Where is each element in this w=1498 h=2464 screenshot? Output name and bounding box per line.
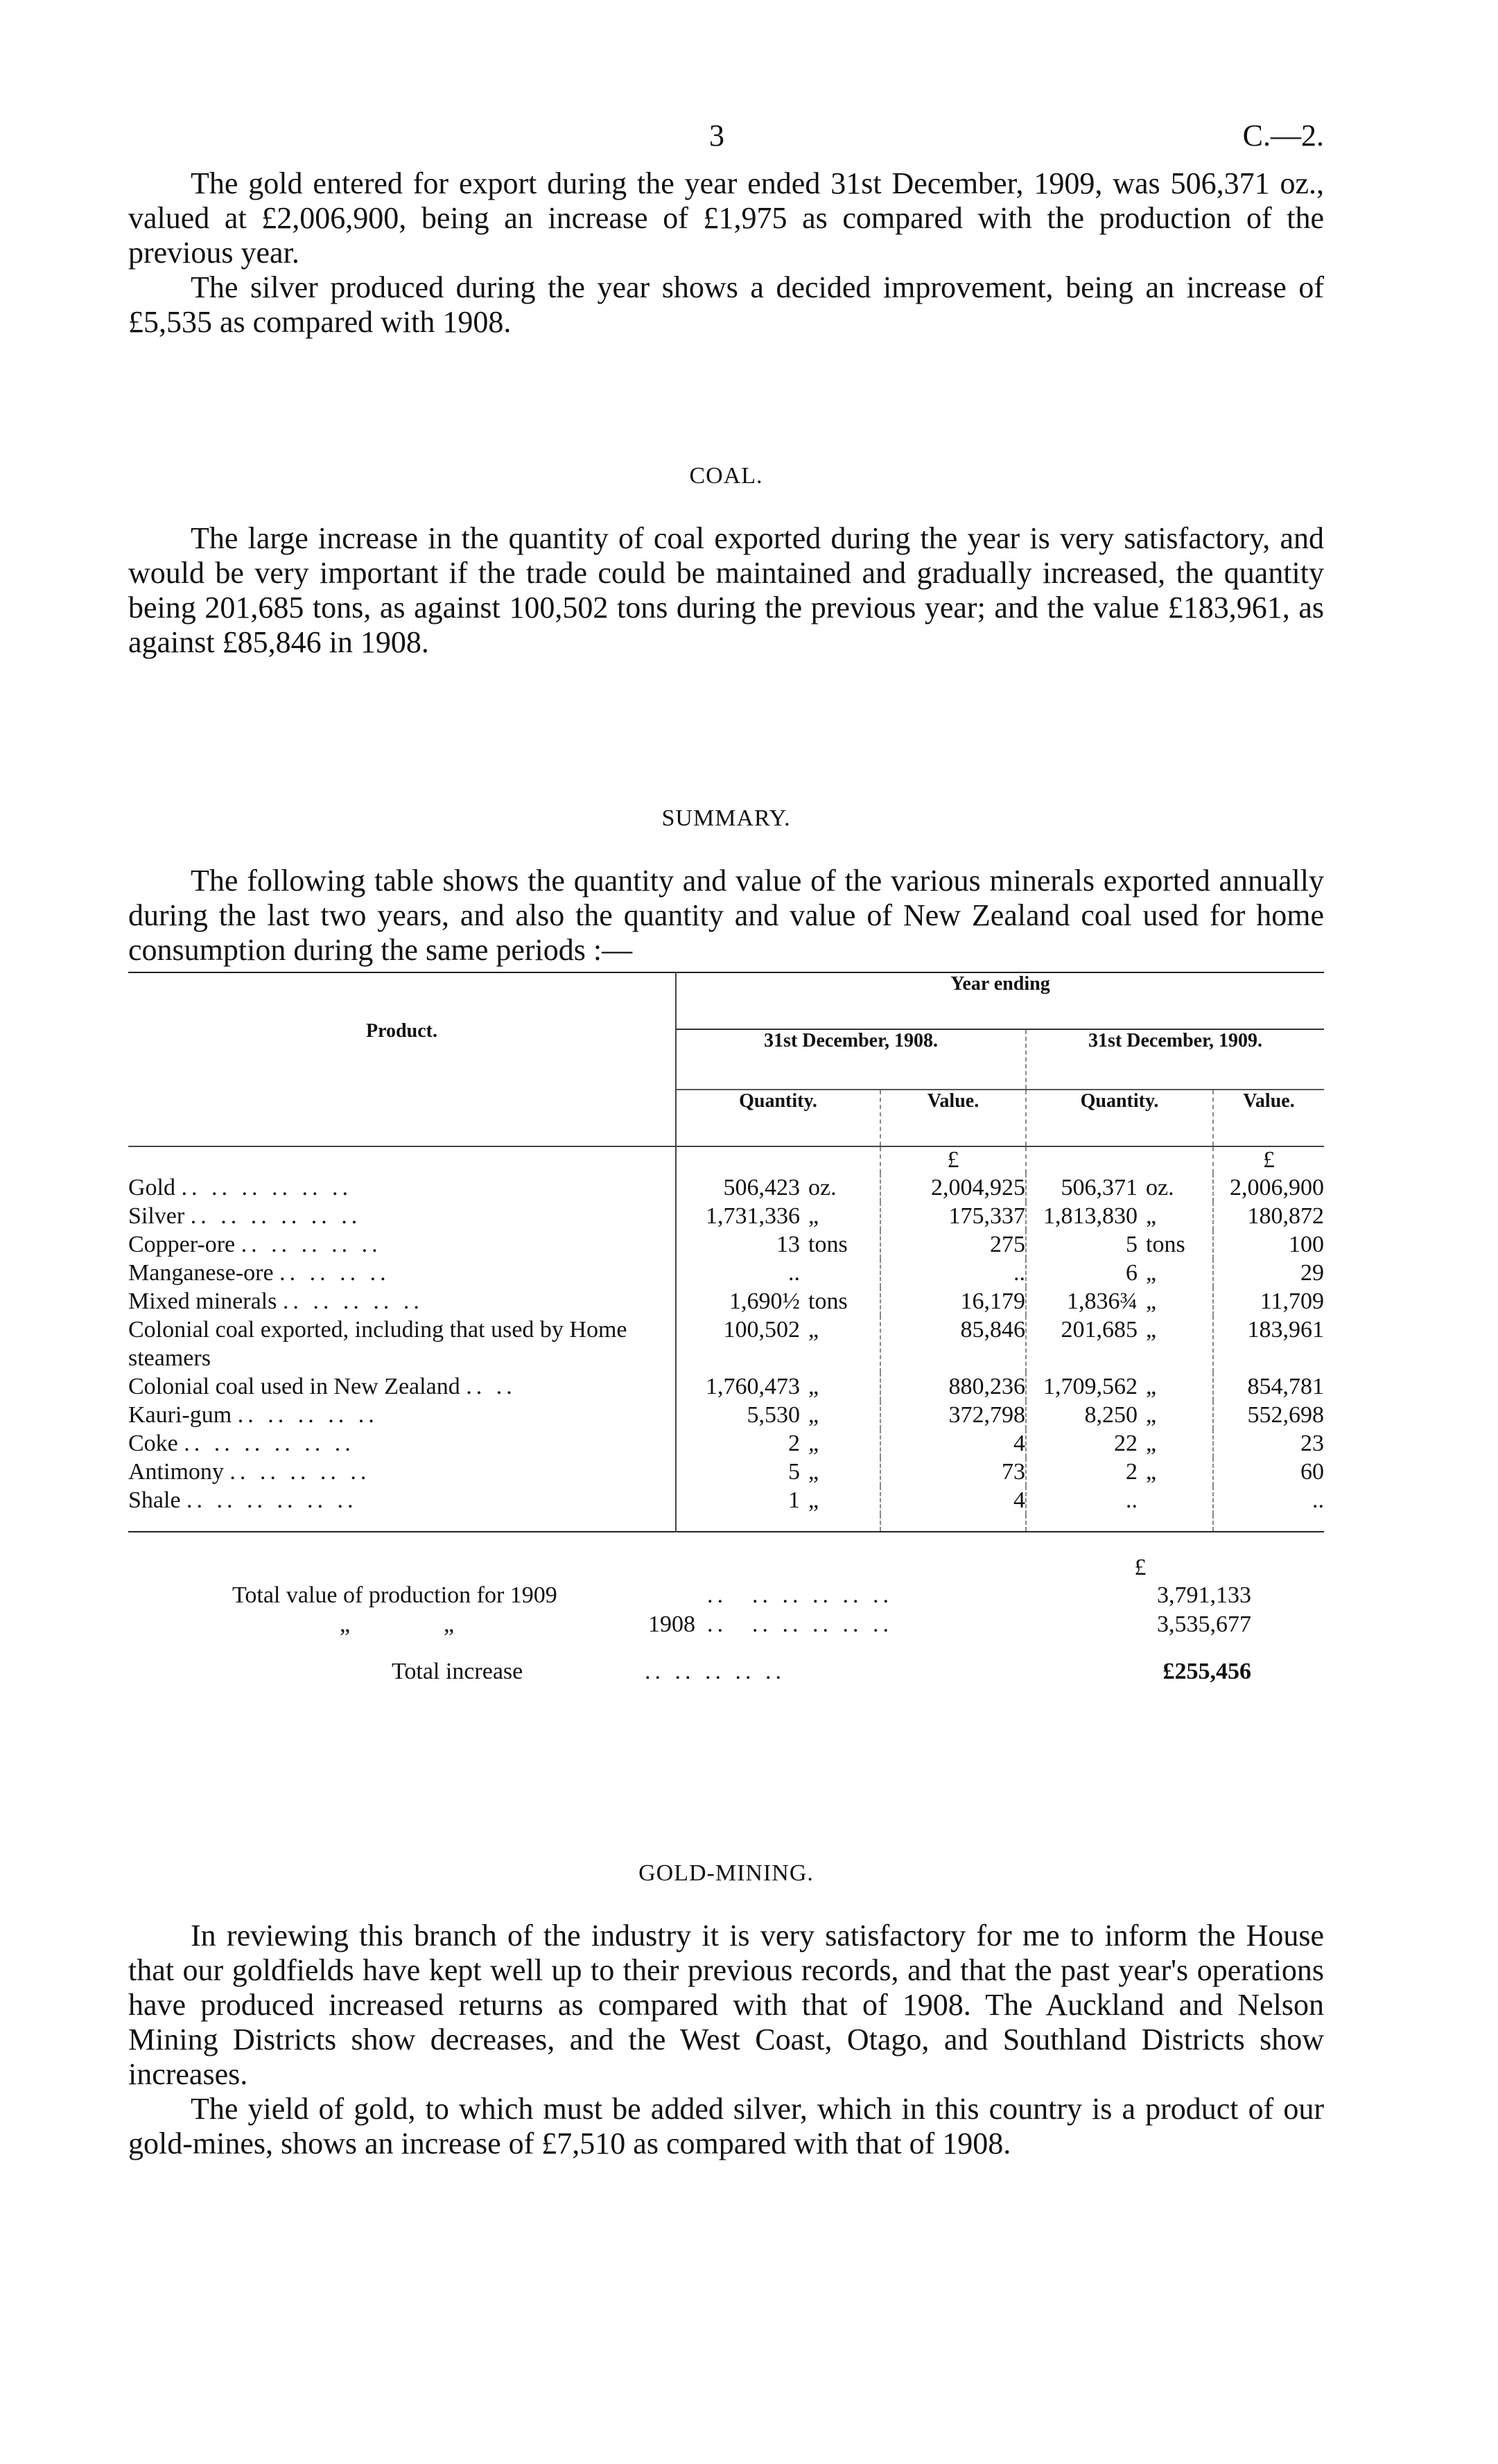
product-cell <box>128 1458 676 1486</box>
total-1909-label: Total value of production for 1909 <box>232 1582 557 1608</box>
quantity-1909: 8,250 <box>1084 1402 1138 1428</box>
quantity-1908: 13 <box>776 1232 800 1257</box>
unit-1908: „ <box>808 1431 819 1456</box>
total-increase-label: Total increase <box>392 1659 523 1684</box>
quantity-1908-cell <box>676 1429 880 1458</box>
total-increase-value: £255,456 <box>1162 1659 1251 1684</box>
product-cell <box>128 1401 676 1429</box>
unit-1908: „ <box>808 1402 819 1428</box>
total-1908-dots: .. .. .. .. .. <box>752 1611 893 1637</box>
product-name: Manganese-ore <box>128 1260 274 1286</box>
total-1908-value: 3,535,677 <box>1157 1611 1251 1637</box>
unit-1909: „ <box>1146 1317 1157 1343</box>
dot-leader: .. .. .. .. .. .. <box>181 1175 352 1200</box>
value-1908: 2,004,925 <box>880 1173 1026 1202</box>
quantity-1909-cell <box>1026 1287 1213 1316</box>
dot-leader: .. .. .. .. .. <box>237 1402 378 1428</box>
quantity-1909-cell <box>1026 1259 1213 1287</box>
value-1908: 73 <box>880 1458 1026 1486</box>
total-1909-dots: .. .. .. .. .. <box>752 1582 893 1608</box>
product-name: Colonial coal used in New Zealand <box>128 1374 460 1399</box>
unit-1908: tons <box>808 1232 848 1257</box>
dot-leader: .. .. .. .. .. <box>282 1288 424 1314</box>
quantity-1908-cell <box>676 1486 880 1514</box>
total-1909-value: 3,791,133 <box>1157 1582 1251 1608</box>
product-cell <box>128 1372 676 1401</box>
value-1908: 372,798 <box>880 1401 1026 1429</box>
product-cell <box>128 1429 676 1458</box>
quantity-1908: 100,502 <box>723 1317 800 1343</box>
total-1908-year: 1908 <box>648 1611 695 1637</box>
product-name: Antimony <box>128 1459 224 1485</box>
dot-leader: .. .. .. .. .. .. <box>186 1487 358 1513</box>
value-1908: 85,846 <box>880 1316 1026 1372</box>
product-name: Gold <box>128 1175 175 1200</box>
quantity-1909-header: Quantity. <box>1026 1090 1213 1146</box>
quantity-1909-cell <box>1026 1316 1213 1372</box>
coal-paragraph: The large increase in the quantity of coal exported during the year is very satisfactory, and would be very important if the trade could be maintained and gradually increased, the quantity being 201,685 tons, as against 100,502 tons during the previous year; and the value £183,961, as against £85,846 in 1908. <box>128 521 1324 659</box>
coal-heading: COAL. <box>689 463 763 489</box>
quantity-1909: 2 <box>1126 1459 1138 1485</box>
gold-mining-heading: GOLD-MINING. <box>638 1860 814 1886</box>
product-name: Copper-ore <box>128 1232 236 1257</box>
summary-heading: SUMMARY. <box>661 805 791 831</box>
table-row <box>128 1230 1324 1259</box>
value-1909: 29 <box>1213 1259 1324 1287</box>
unit-1908: „ <box>808 1203 819 1229</box>
quantity-1908-cell <box>676 1372 880 1401</box>
value-1909: 180,872 <box>1213 1202 1324 1230</box>
document-page <box>128 118 1324 2161</box>
product-cell <box>128 1230 676 1259</box>
value-1908: .. <box>880 1259 1026 1287</box>
quantity-1908: 1,731,336 <box>706 1203 800 1229</box>
page-header <box>128 118 1324 166</box>
quantity-1909: 506,371 <box>1061 1175 1138 1200</box>
quantity-1908-cell <box>676 1287 880 1316</box>
dot-leader: .. .. <box>466 1374 516 1399</box>
total-1909-dot-leader: .. <box>707 1582 727 1608</box>
quantity-1908: .. <box>788 1260 800 1286</box>
unit-1909: „ <box>1146 1288 1157 1314</box>
product-name: Silver <box>128 1203 185 1229</box>
currency-symbol-1909: £ <box>1213 1146 1324 1173</box>
quantity-1909: 1,836¾ <box>1067 1288 1138 1314</box>
table-row <box>128 1259 1324 1287</box>
unit-1909: oz. <box>1146 1175 1174 1200</box>
year-ending-header: Year ending <box>676 972 1324 1029</box>
totals-block <box>128 1553 1324 1688</box>
table-row <box>128 1316 1324 1372</box>
value-1909: 183,961 <box>1213 1316 1324 1372</box>
product-name: Colonial coal exported, including that used by Home steamers <box>128 1317 627 1371</box>
quantity-1908-header: Quantity. <box>676 1090 880 1146</box>
table-row <box>128 1287 1324 1316</box>
unit-1909: „ <box>1146 1374 1157 1399</box>
quantity-1909-cell <box>1026 1429 1213 1458</box>
value-1909: 11,709 <box>1213 1287 1324 1316</box>
unit-1908: tons <box>808 1288 848 1314</box>
value-1909-header: Value. <box>1213 1090 1324 1146</box>
unit-1909: „ <box>1146 1402 1157 1428</box>
total-1908-ditto-2: „ <box>444 1611 455 1637</box>
value-1908: 4 <box>880 1429 1026 1458</box>
period-1908-header: 31st December, 1908. <box>676 1029 1026 1090</box>
quantity-1909: 5 <box>1126 1232 1138 1257</box>
value-1909: 23 <box>1213 1429 1324 1458</box>
intro-paragraph-2: The silver produced during the year shows a decided improvement, being an increase of £5,535 as compared with 1908. <box>128 270 1324 339</box>
quantity-1908-cell <box>676 1259 880 1287</box>
quantity-1909-cell <box>1026 1173 1213 1202</box>
dot-leader: .. .. .. .. .. .. <box>184 1431 355 1456</box>
value-1908: 16,179 <box>880 1287 1026 1316</box>
value-1908: 175,337 <box>880 1202 1026 1230</box>
table-row <box>128 1429 1324 1458</box>
gold-mining-paragraph-1: In reviewing this branch of the industry it is very satisfactory for me to inform the House that our goldfields have kept well up to their previous records, and that the past year's operations have produced increased returns as compared with that of 1908. The Auckland and Nelson Mining Districts show decreases, and the West Coast, Otago, and Southland Districts show increases. <box>128 1919 1324 2091</box>
product-name: Coke <box>128 1431 178 1456</box>
quantity-1909-cell <box>1026 1230 1213 1259</box>
product-name: Kauri-gum <box>128 1402 232 1428</box>
quantity-1909: 201,685 <box>1061 1317 1138 1343</box>
summary-table <box>128 972 1324 1532</box>
total-1908-dot-leader: .. <box>707 1611 727 1637</box>
quantity-1908: 1,760,473 <box>706 1374 800 1399</box>
totals-currency: £ <box>1134 1555 1147 1580</box>
dot-leader: .. .. .. .. <box>279 1260 390 1286</box>
value-1908-header: Value. <box>880 1090 1026 1146</box>
total-1908-ditto-1: „ <box>340 1611 351 1637</box>
unit-1908: „ <box>808 1374 819 1399</box>
quantity-1908-cell <box>676 1230 880 1259</box>
value-1909: .. <box>1213 1486 1324 1514</box>
quantity-1908-cell <box>676 1173 880 1202</box>
quantity-1909-cell <box>1026 1372 1213 1401</box>
quantity-1909-cell <box>1026 1202 1213 1230</box>
dot-leader: .. .. .. .. .. <box>229 1459 371 1485</box>
quantity-1908: 5 <box>788 1459 800 1485</box>
unit-1908: oz. <box>808 1175 837 1200</box>
table-row <box>128 1372 1324 1401</box>
unit-1909: „ <box>1146 1203 1157 1229</box>
value-1908: 275 <box>880 1230 1026 1259</box>
quantity-1908-cell <box>676 1202 880 1230</box>
dot-leader: .. .. .. .. .. .. <box>190 1203 362 1229</box>
total-increase-dots: .. .. .. .. .. <box>645 1659 785 1684</box>
unit-1908: „ <box>808 1459 819 1485</box>
value-1909: 100 <box>1213 1230 1324 1259</box>
quantity-1908: 506,423 <box>723 1175 800 1200</box>
quantity-1909-cell <box>1026 1458 1213 1486</box>
quantity-1908: 2 <box>788 1431 800 1456</box>
document-reference: C.—2. <box>1242 119 1324 152</box>
unit-1908: „ <box>808 1487 819 1513</box>
value-1908: 4 <box>880 1486 1026 1514</box>
quantity-1908: 1 <box>788 1487 800 1513</box>
table-row <box>128 1173 1324 1202</box>
product-cell <box>128 1173 676 1202</box>
product-cell <box>128 1202 676 1230</box>
quantity-1909: 1,813,830 <box>1043 1203 1138 1229</box>
product-cell <box>128 1486 676 1514</box>
gold-mining-paragraph-2: The yield of gold, to which must be added silver, which in this country is a product of our gold-mines, shows an increase of £7,510 as compared with that of 1908. <box>128 2092 1324 2160</box>
quantity-1909: 22 <box>1114 1431 1138 1456</box>
dot-leader: .. .. .. .. .. <box>241 1232 382 1257</box>
quantity-1908: 1,690½ <box>729 1288 800 1314</box>
quantity-1909: 6 <box>1126 1260 1138 1286</box>
quantity-1908-cell <box>676 1316 880 1372</box>
table-row <box>128 1401 1324 1429</box>
table-row <box>128 1458 1324 1486</box>
table-row <box>128 1202 1324 1230</box>
unit-1909: „ <box>1146 1260 1157 1286</box>
product-name: Shale <box>128 1487 181 1513</box>
quantity-1908-cell <box>676 1458 880 1486</box>
quantity-1909-cell <box>1026 1401 1213 1429</box>
quantity-1909: 1,709,562 <box>1043 1374 1138 1399</box>
product-name: Mixed minerals <box>128 1288 277 1314</box>
quantity-1909: .. <box>1126 1487 1138 1513</box>
value-1909: 552,698 <box>1213 1401 1324 1429</box>
period-1909-header: 31st December, 1909. <box>1026 1029 1324 1090</box>
quantity-1908: 5,530 <box>747 1402 800 1428</box>
value-1909: 854,781 <box>1213 1372 1324 1401</box>
summary-paragraph: The following table shows the quantity and value of the various minerals exported annually during the last two years, and also the quantity and value of New Zealand coal used for home consumption during the same periods :— <box>128 864 1324 967</box>
product-cell <box>128 1259 676 1287</box>
unit-1909: tons <box>1146 1232 1185 1257</box>
quantity-1909-cell <box>1026 1486 1213 1514</box>
quantity-1908-cell <box>676 1401 880 1429</box>
product-header: Product. <box>366 1020 437 1042</box>
table-row <box>128 1486 1324 1514</box>
product-cell <box>128 1316 676 1372</box>
page-number: 3 <box>709 119 724 152</box>
unit-1909: „ <box>1146 1459 1157 1485</box>
value-1909: 2,006,900 <box>1213 1173 1324 1202</box>
unit-1908: „ <box>808 1317 819 1343</box>
currency-symbol-1908: £ <box>880 1146 1026 1173</box>
value-1908: 880,236 <box>880 1372 1026 1401</box>
unit-1909: „ <box>1146 1431 1157 1456</box>
intro-paragraph-1: The gold entered for export during the year ended 31st December, 1909, was 506,371 oz., valued at £2,006,900, being an increase of £1,975 as compared with the production of the previous year. <box>128 166 1324 270</box>
value-1909: 60 <box>1213 1458 1324 1486</box>
product-cell <box>128 1287 676 1316</box>
